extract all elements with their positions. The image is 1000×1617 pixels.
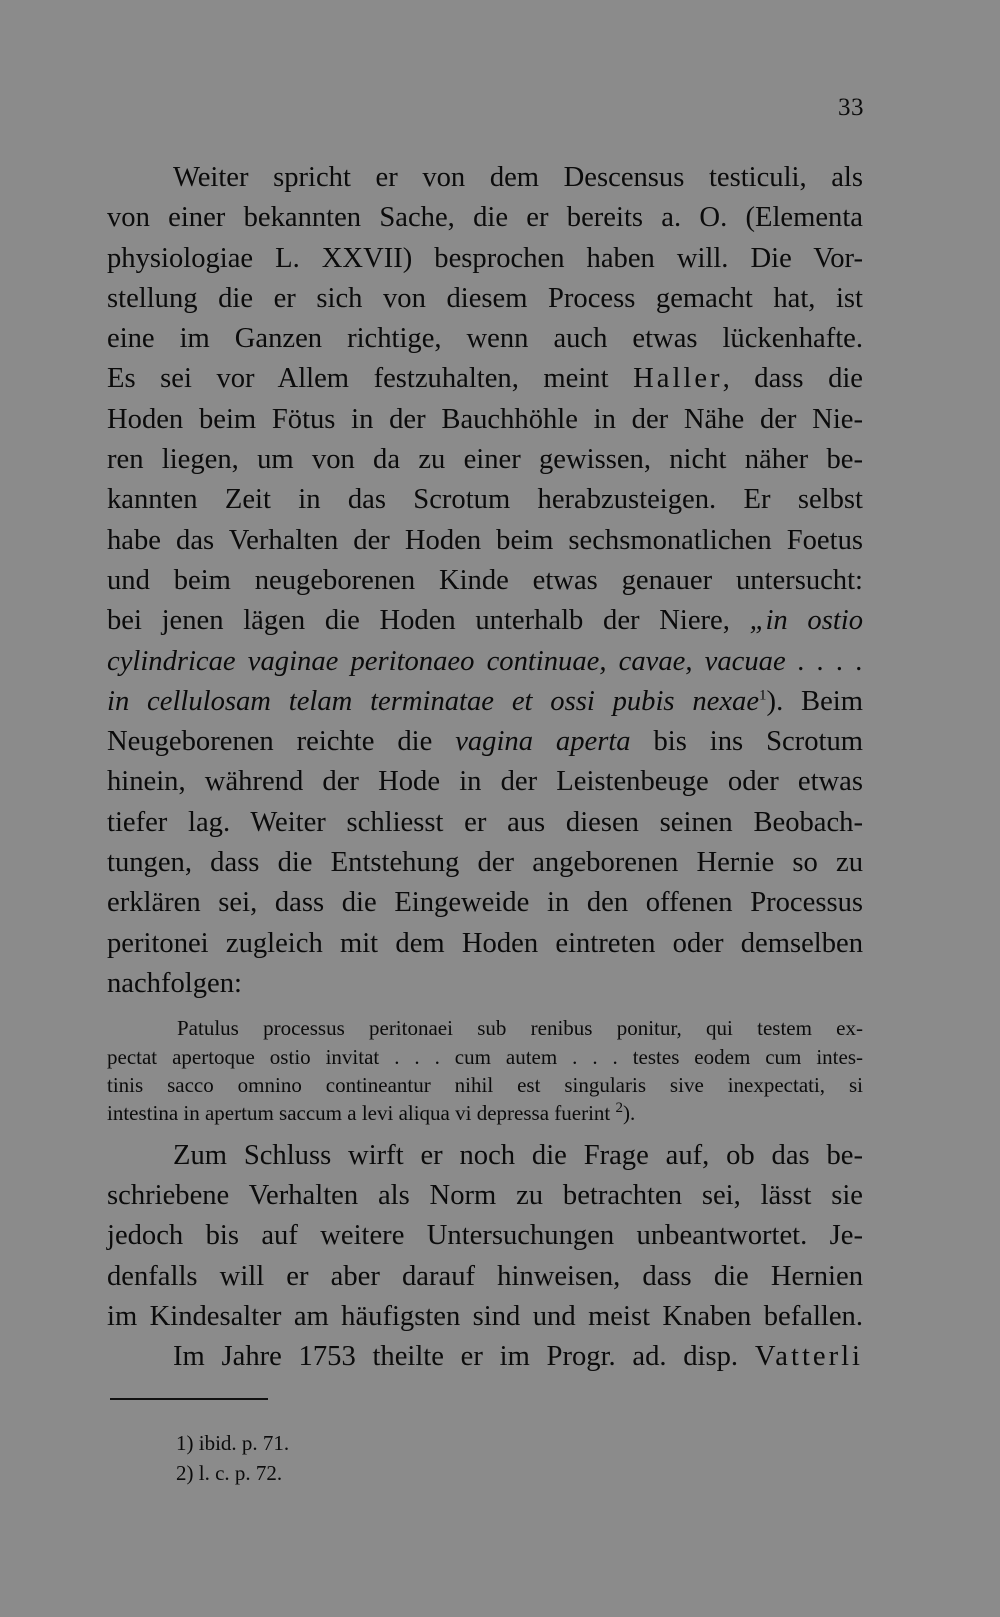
closing-line: schriebene Verhalten als Norm zu betrachten sei, lässt sie	[107, 1180, 863, 1212]
body-line: ren liegen, um von da zu einer gewissen, nicht näher be-	[107, 444, 863, 476]
text-run: ). Beim	[766, 685, 863, 717]
text-run: Es sei vor Allem festzuhalten, meint	[107, 363, 634, 395]
closing-line: Zum Schluss wirft er noch die Frage auf, ob das be-	[173, 1139, 863, 1171]
footnotes	[176, 1428, 289, 1488]
body-line	[107, 682, 863, 722]
footnote: 2) l. c. p. 72.	[176, 1461, 283, 1485]
body-line	[107, 642, 863, 682]
text-run: Neugeborenen reichte die	[107, 726, 456, 758]
body-line	[107, 359, 863, 399]
body-paragraph	[107, 158, 863, 1004]
body-line: physiologiae L. XXVII) besprochen haben will. Die Vor-	[107, 242, 863, 274]
text-run: bei jenen lägen die Hoden unterhalb der Niere,	[107, 605, 750, 637]
closing-line: denfalls will er aber darauf hinweisen, dass die Hernien	[107, 1260, 863, 1292]
closing-line: im Kindesalter am häufigsten sind und meist Knaben befallen.	[107, 1300, 863, 1332]
italic-text: in cellulosam telam terminatae et ossi pubis nexae	[107, 685, 760, 717]
body-line: erklären sei, dass die Eingeweide in den offenen Processus	[107, 887, 863, 919]
body-line: nachfolgen:	[107, 967, 242, 999]
quote-line	[107, 1099, 863, 1127]
text-run: ).	[623, 1101, 636, 1126]
body-line: Hoden beim Fötus in der Bauchhöhle in der Nähe der Nie-	[107, 403, 863, 435]
page-number: 33	[838, 94, 864, 121]
body-line: peritonei zugleich mit dem Hoden eintreten oder demselben	[107, 927, 863, 959]
italic-text: vagina aperta	[455, 726, 631, 758]
body-line	[107, 722, 863, 762]
body-line: eine im Ganzen richtige, wenn auch etwas lückenhafte.	[107, 323, 863, 355]
body-line: Weiter spricht er von dem Descensus testiculi, als	[173, 162, 863, 193]
footnote: 1) ibid. p. 71.	[176, 1431, 290, 1455]
quote-line: pectat apertoque ostio invitat . . . cum autem . . . testes eodem cum intes-	[107, 1044, 863, 1069]
closing-line	[107, 1337, 863, 1377]
footnote-marker: 1	[759, 687, 767, 704]
text-run: intestina in apertum saccum a levi aliqua vi depressa fuerint	[107, 1101, 616, 1126]
latin-quotation	[107, 1014, 863, 1128]
body-line: und beim neugeborenen Kinde etwas genauer untersucht:	[107, 564, 863, 596]
quote-line: tinis sacco omnino contineantur nihil est singularis sive inexpectati, si	[107, 1073, 863, 1098]
text-run: , dass die	[722, 363, 863, 395]
body-line: kannten Zeit in das Scrotum herabzusteigen. Er selbst	[107, 484, 863, 516]
body-line: von einer bekannten Sache, die er bereits a. O. (Elementa	[107, 202, 863, 234]
author-name: Haller	[633, 363, 723, 395]
author-name: Vatterli	[754, 1341, 863, 1373]
closing-line: jedoch bis auf weitere Untersuchungen unbeantwortet. Je-	[107, 1220, 863, 1252]
italic-text: „in ostio	[749, 605, 864, 637]
body-line: stellung die er sich von diesem Process gemacht hat, ist	[107, 282, 863, 314]
body-line: hinein, während der Hode in der Leistenbeuge oder etwas	[107, 766, 863, 798]
quote-line: Patulus processus peritonaei sub renibus ponitur, qui testem ex-	[177, 1016, 863, 1041]
text-run: Im Jahre 1753 theilte er im Progr. ad. disp.	[173, 1341, 755, 1373]
body-line: habe das Verhalten der Hoden beim sechsmonatlichen Foetus	[107, 524, 863, 556]
text-run: bis ins Scrotum	[630, 726, 863, 758]
footnote-divider	[110, 1398, 268, 1400]
body-line: tungen, dass die Entstehung der angeborenen Hernie so zu	[107, 847, 863, 879]
italic-text: cylindricae vaginae peritonaeo continuae, cavae, vacuae . . . .	[107, 645, 863, 677]
body-line: tiefer lag. Weiter schliesst er aus diesen seinen Beobach-	[107, 806, 863, 838]
body-line	[107, 601, 863, 641]
closing-paragraph	[107, 1136, 863, 1378]
main-text	[107, 158, 863, 1378]
footnote-marker: 2	[615, 1100, 623, 1117]
